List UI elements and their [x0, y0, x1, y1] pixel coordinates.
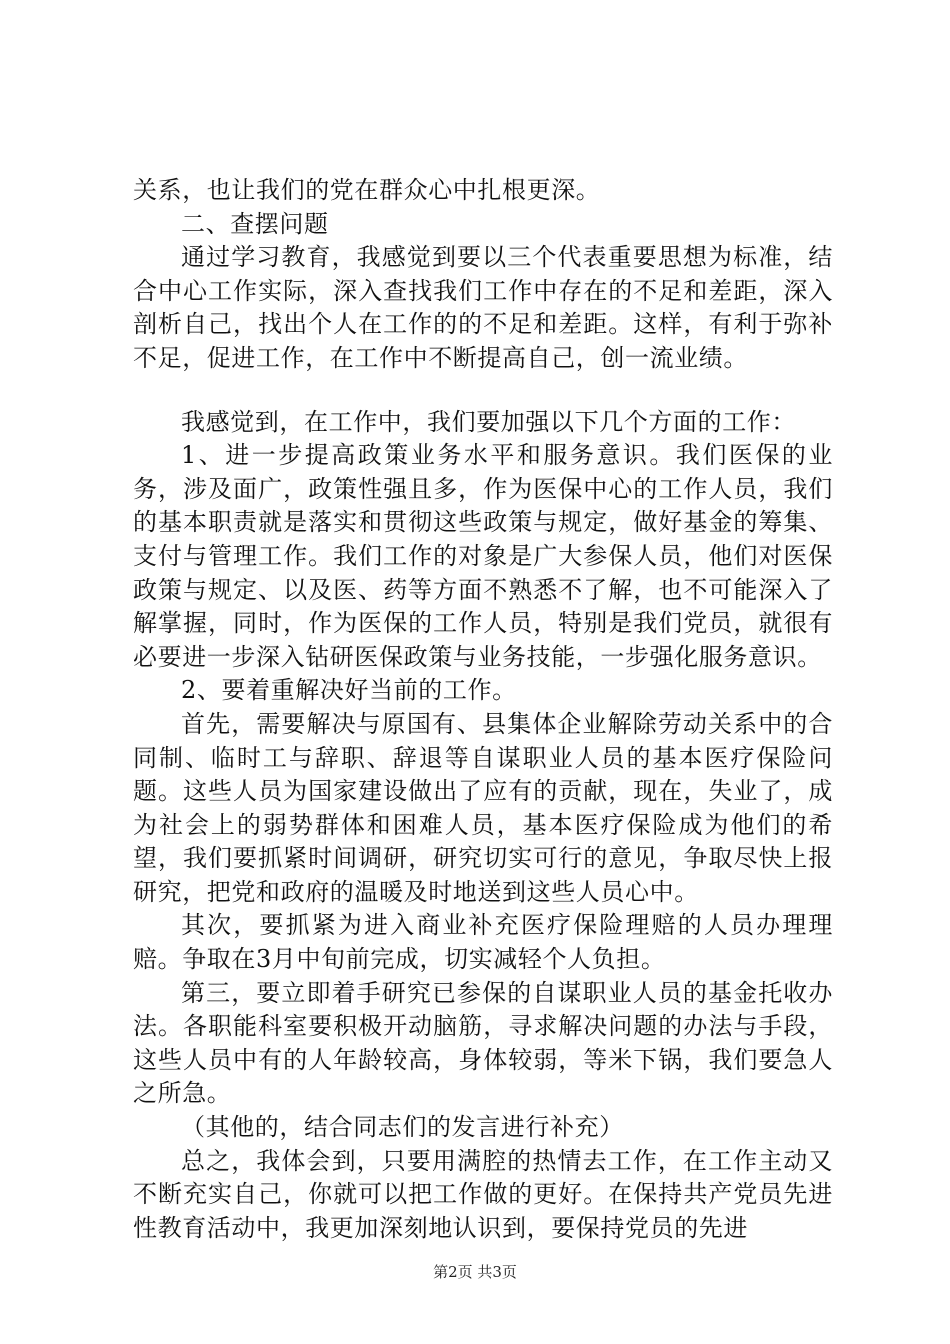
- page-number-footer: 第2页 共3页: [433, 1263, 517, 1281]
- paragraph-continuation: 关系，也让我们的党在群众心中扎根更深。: [133, 176, 601, 204]
- paragraph-supplement-note: （其他的，结合同志们的发言进行补充）: [181, 1113, 624, 1142]
- paragraph-item-1: 1、进一步提高政策业务水平和服务意识。我们医保的业务，涉及面广，政策性强且多，作为医保中心的工作人员，我们的基本职责就是落实和贯彻这些政策与规定，做好基金的筹集、支付与管理工作。我们工作的对象是广大参保人员，他们对医保政策与规定、以及医、药等方面不熟悉不了解，也不可能深入了解掌握，同时，作为医保的工作人员，特别是我们党员，就很有必要进一步深入钻研医保政策与业务技能，一步强化服务意识。: [133, 441, 833, 671]
- paragraph-second-task: 其次，要抓紧为进入商业补充医疗保险理赔的人员办理理赔。争取在3月中旬前完成，切实减轻个人负担。: [133, 911, 833, 974]
- document-body: [133, 174, 833, 1245]
- paragraph-conclusion: 总之，我体会到，只要用满腔的热情去工作，在工作主动又不断充实自己，你就可以把工作做的更好。在保持共产党员先进性教育活动中，我更加深刻地认识到，要保持党员的先进: [133, 1146, 833, 1242]
- paragraph-first-task: 首先，需要解决与原国有、县集体企业解除劳动关系中的合同制、临时工与辞职、辞退等自谋职业人员的基本医疗保险问题。这些人员为国家建设做出了应有的贡献，现在，失业了，成为社会上的弱势群体和困难人员，基本医疗保险成为他们的希望，我们要抓紧时间调研，研究切实可行的意见，争取尽快上报研究，把党和政府的温暖及时地送到这些人员心中。: [133, 709, 833, 906]
- section-heading-problems: 二、查摆问题: [181, 209, 329, 238]
- paragraph-third-task: 第三，要立即着手研究已参保的自谋职业人员的基金托收办法。各职能科室要积极开动脑筋，寻求解决问题的办法与手段，这些人员中有的人年龄较高，身体较弱，等米下锅，我们要急人之所急。: [133, 978, 833, 1108]
- paragraph-work-intro: 我感觉到，在工作中，我们要加强以下几个方面的工作：: [181, 407, 796, 436]
- paragraph-study-reflection: 通过学习教育，我感觉到要以三个代表重要思想为标准，结合中心工作实际，深入查找我们工作中存在的不足和差距，深入剖析自己，找出个人在工作的的不足和差距。这样，有利于弥补不足，促进工作，在工作中不断提高自己，创一流业绩。: [133, 243, 833, 372]
- paragraph-item-2: 2、要着重解决好当前的工作。: [181, 676, 517, 705]
